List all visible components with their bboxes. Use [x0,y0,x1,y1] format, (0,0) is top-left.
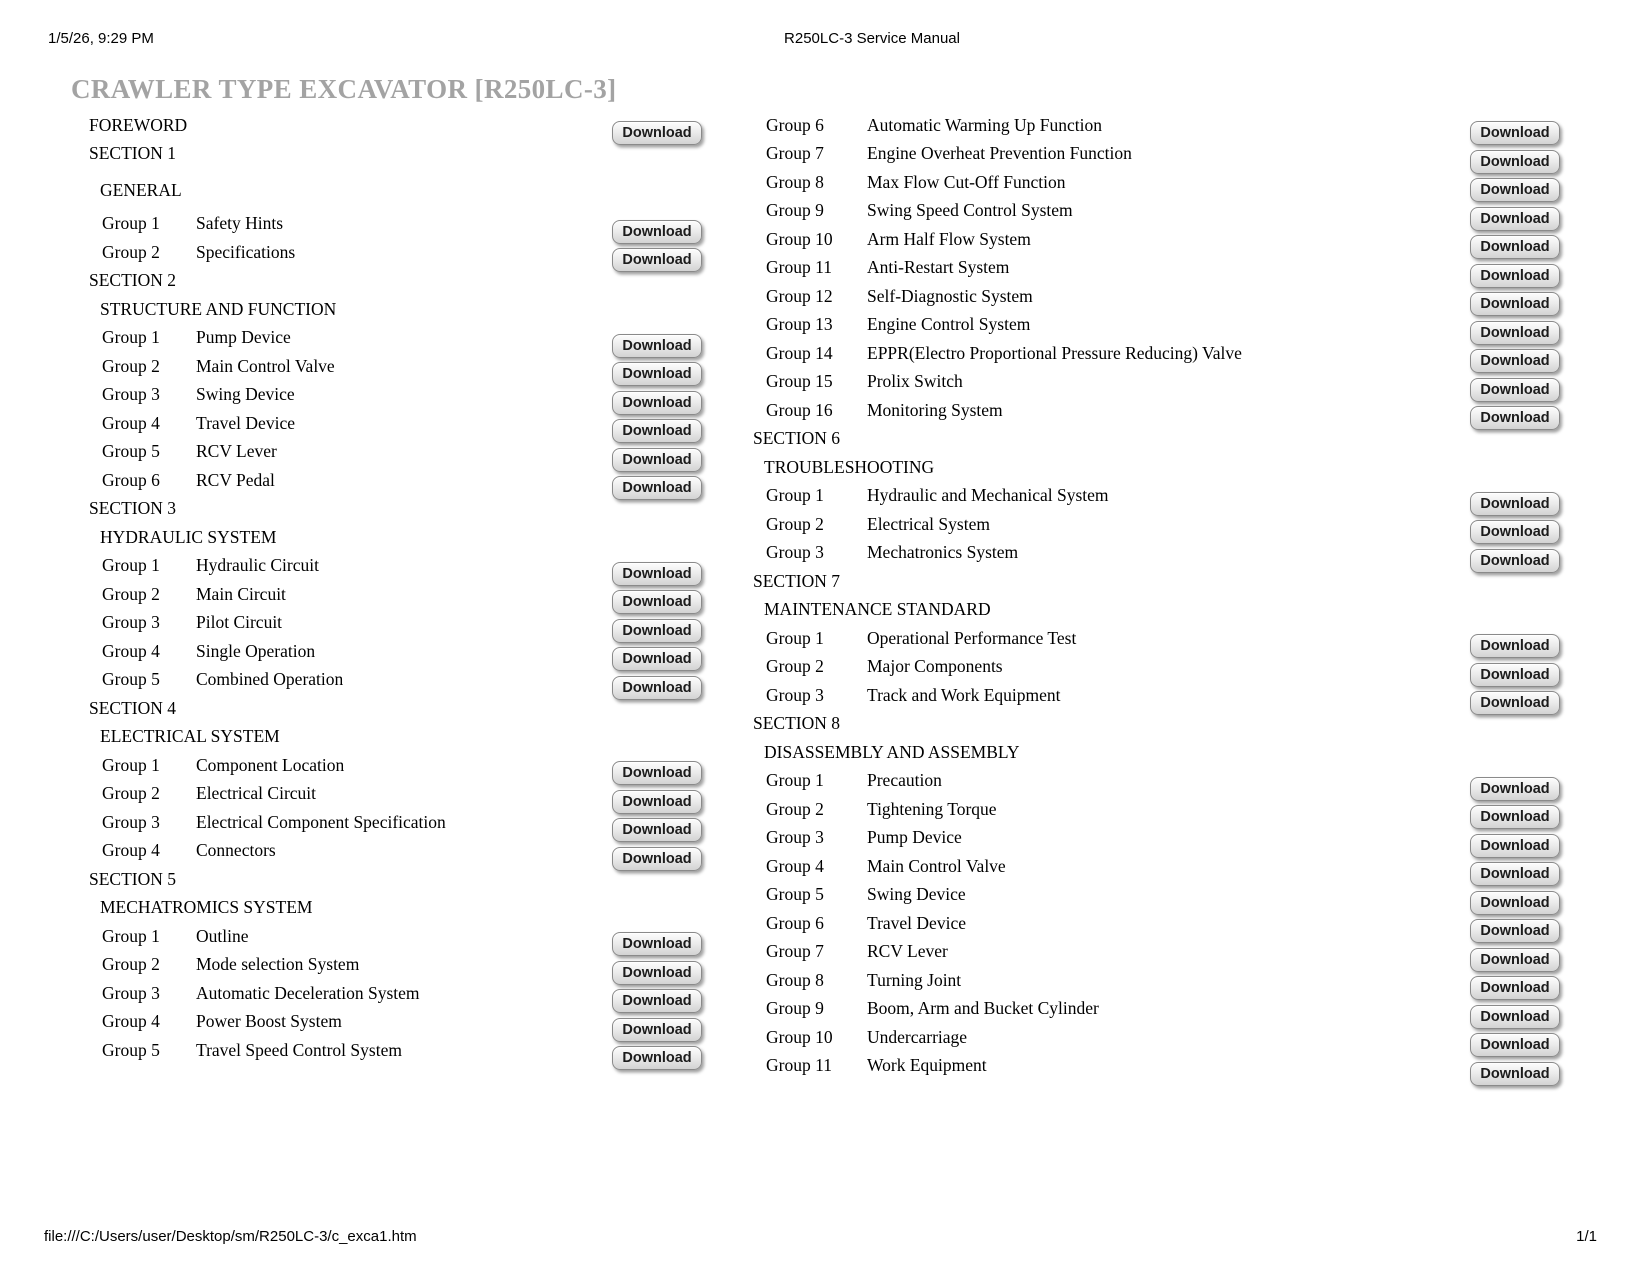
download-button[interactable]: Download [1470,663,1560,687]
group-number-label: Group 2 [102,241,160,262]
toc-row-subsection [753,596,1560,625]
group-number-label: Group 1 [102,925,160,946]
download-button[interactable]: Download [612,1046,702,1070]
group-title: Travel Speed Control System [196,1039,402,1060]
group-title: Component Location [196,754,345,775]
group-title: Specifications [196,241,296,262]
download-button[interactable]: Download [612,647,702,671]
toc-column-left [89,111,702,1065]
download-button[interactable]: Download [612,676,702,700]
download-button[interactable]: Download [1470,634,1560,658]
download-button[interactable]: Download [612,989,702,1013]
download-button[interactable]: Download [1470,121,1560,145]
toc-row-group [89,808,702,837]
download-button[interactable]: Download [612,562,702,586]
section-label: SECTION 8 [753,713,841,733]
toc-row-group [753,225,1560,254]
section-label: SECTION 5 [89,868,177,889]
group-title: Travel Device [196,412,295,433]
toc-row-group [89,979,702,1008]
toc-row-group [89,324,702,353]
toc-row-group [89,381,702,410]
download-button[interactable]: Download [1470,150,1560,174]
download-button[interactable]: Download [1470,292,1560,316]
download-button[interactable]: Download [1470,777,1560,801]
group-number-label: Group 1 [766,627,824,648]
toc-row-group [89,580,702,609]
group-number-label: Group 3 [766,542,824,562]
group-title: Automatic Deceleration System [196,982,420,1003]
group-title: Power Boost System [196,1011,342,1031]
group-number-label: Group 2 [766,798,824,819]
section-label: SECTION 6 [753,428,841,448]
group-title: Main Control Valve [867,855,1006,876]
group-number-label: Group 9 [766,200,824,220]
group-number-label: Group 3 [766,684,824,705]
group-title: Pump Device [196,327,291,347]
download-button[interactable]: Download [1470,178,1560,202]
group-number-label: Group 4 [102,1011,160,1031]
subsection-label: TROUBLESHOOTING [764,456,935,477]
toc-row-group [753,482,1560,511]
download-button[interactable]: Download [1470,805,1560,829]
group-title: Main Circuit [196,583,286,604]
group-title: RCV Lever [196,441,277,461]
group-number-label: Group 2 [766,513,824,534]
group-number-label: Group 6 [102,469,160,490]
download-button[interactable]: Download [1470,691,1560,715]
download-button[interactable]: Download [612,334,702,358]
group-number-label: Group 8 [766,969,824,990]
download-button[interactable]: Download [1470,919,1560,943]
group-title: RCV Lever [867,941,948,961]
download-button[interactable]: Download [612,818,702,842]
toc-row-group [753,852,1560,881]
toc-row-group [89,780,702,809]
group-title: Pump Device [867,827,962,847]
group-title: Precaution [867,770,942,790]
download-button[interactable]: Download [1470,378,1560,402]
group-number-label: Group 16 [766,399,833,420]
group-number-label: Group 8 [766,171,824,192]
download-button[interactable]: Download [1470,834,1560,858]
download-button[interactable]: Download [1470,1033,1560,1057]
toc-row-section [753,567,1560,596]
download-button[interactable]: Download [612,476,702,500]
group-title: Hydraulic Circuit [196,555,319,575]
section-label: SECTION 1 [89,143,177,163]
toc-row-group [89,666,702,695]
toc-row-group [89,352,702,381]
group-number-label: Group 5 [766,884,824,904]
download-button[interactable]: Download [1470,321,1560,345]
group-title: Safety Hints [196,213,284,233]
toc-row-subsection [753,738,1560,767]
toc-row-subsection [89,295,702,324]
group-number-label: Group 14 [766,342,833,363]
toc-row-group [89,210,702,239]
group-title: Mechatronics System [867,542,1019,562]
group-number-label: Group 7 [766,143,824,163]
print-header-datetime: 1/5/26, 9:29 PM [48,30,154,47]
group-title: Electrical Component Specification [196,811,446,832]
toc-row-group [753,795,1560,824]
download-button[interactable]: Download [612,220,702,244]
toc-row-section [753,710,1560,739]
group-title: Single Operation [196,640,316,661]
toc-row-group [753,311,1560,340]
group-title: Electrical Circuit [196,783,317,803]
toc-row-group [753,653,1560,682]
toc-row-subsection [89,894,702,923]
toc-row-subsection [753,453,1560,482]
group-number-label: Group 1 [766,485,824,505]
group-number-label: Group 15 [766,371,833,391]
toc-row-group [89,238,702,267]
group-number-label: Group 9 [766,998,824,1018]
download-button[interactable]: Download [1470,1005,1560,1029]
group-title: Anti-Restart System [867,257,1010,277]
toc-row-group [89,951,702,980]
group-title: Pilot Circuit [196,612,283,632]
download-button[interactable]: Download [1470,1062,1560,1086]
toc-row-group [89,922,702,951]
toc-row-group [753,282,1560,311]
download-button[interactable]: Download [612,362,702,386]
group-number-label: Group 6 [766,912,824,933]
toc-row-group [89,409,702,438]
toc-row-group [753,681,1560,710]
group-number-label: Group 3 [766,827,824,847]
group-title: Outline [196,925,249,946]
group-title: Turning Joint [867,969,962,990]
toc-row-group [89,438,702,467]
group-title: Mode selection System [196,954,360,974]
toc-row-group [753,140,1560,169]
section-label: SECTION 3 [89,498,177,518]
toc-row-subsection [89,723,702,752]
group-title: Tightening Torque [867,798,997,819]
table-of-contents [89,111,1560,1080]
group-number-label: Group 5 [102,441,160,461]
group-number-label: Group 10 [766,1026,833,1047]
toc-row-group [753,510,1560,539]
download-button[interactable]: Download [612,590,702,614]
download-button[interactable]: Download [1470,948,1560,972]
subsection-label: STRUCTURE AND FUNCTION [100,298,337,319]
group-title: Automatic Warming Up Function [867,114,1102,135]
print-footer-page-number: 1/1 [1576,1228,1597,1245]
group-number-label: Group 1 [766,770,824,790]
group-number-label: Group 13 [766,314,833,334]
group-title: Max Flow Cut-Off Function [867,171,1066,192]
download-button[interactable]: Download [612,448,702,472]
group-title: Travel Device [867,912,966,933]
toc-row-group [89,837,702,866]
group-title: Electrical System [867,513,990,534]
download-button[interactable]: Download [612,761,702,785]
group-number-label: Group 3 [102,612,160,632]
toc-row-group [753,539,1560,568]
download-button[interactable]: Download [612,932,702,956]
group-number-label: Group 1 [102,327,160,347]
download-button[interactable]: Download [612,961,702,985]
group-title: Arm Half Flow System [867,228,1031,249]
group-number-label: Group 3 [102,982,160,1003]
group-title: Swing Device [196,384,295,404]
group-title: RCV Pedal [196,469,275,490]
group-number-label: Group 2 [102,355,160,376]
group-title: Main Control Valve [196,355,335,376]
download-button[interactable]: Download [1470,207,1560,231]
download-button[interactable]: Download [612,419,702,443]
group-number-label: Group 6 [766,114,824,135]
section-label: SECTION 7 [753,570,841,591]
toc-row-subsection [89,176,702,205]
group-number-label: Group 2 [102,583,160,604]
toc-row-section [89,267,702,296]
toc-row-group [753,995,1560,1024]
toc-row-group [89,609,702,638]
toc-row-group [753,824,1560,853]
toc-row-section [89,865,702,894]
toc-column-right [753,111,1560,1080]
group-number-label: Group 5 [102,669,160,689]
print-footer-url: file:///C:/Users/user/Desktop/sm/R250LC-3/c_exca1.htm [44,1228,417,1245]
group-title: Major Components [867,656,1003,676]
group-title: Prolix Switch [867,371,963,391]
group-title: Operational Performance Test [867,627,1077,648]
group-number-label: Group 4 [102,640,160,661]
toc-row-group [89,637,702,666]
toc-row-foreword [89,111,702,140]
toc-row-group [753,1023,1560,1052]
subsection-label: GENERAL [100,179,182,200]
group-title: Track and Work Equipment [867,684,1061,705]
toc-row-group [89,1036,702,1065]
group-title: Undercarriage [867,1026,968,1047]
subsection-label: HYDRAULIC SYSTEM [100,526,277,547]
group-title: Combined Operation [196,669,344,689]
group-number-label: Group 3 [102,384,160,404]
download-button[interactable]: Download [1470,264,1560,288]
download-button[interactable]: Download [612,619,702,643]
group-number-label: Group 12 [766,285,833,306]
download-button[interactable]: Download [612,248,702,272]
download-button[interactable]: Download [1470,406,1560,430]
group-number-label: Group 2 [102,783,160,803]
download-button[interactable]: Download [612,790,702,814]
toc-row-group [753,881,1560,910]
group-number-label: Group 11 [766,1055,832,1075]
toc-row-subsection [89,523,702,552]
group-number-label: Group 1 [102,754,160,775]
toc-row-group [753,909,1560,938]
toc-row-group [753,396,1560,425]
print-header-title: R250LC-3 Service Manual [784,30,960,47]
toc-row-group [753,767,1560,796]
download-button[interactable]: Download [612,121,702,145]
group-title: Engine Overheat Prevention Function [867,143,1132,163]
download-button[interactable]: Download [1470,976,1560,1000]
group-number-label: Group 11 [766,257,832,277]
download-button[interactable]: Download [612,847,702,871]
group-title: Swing Speed Control System [867,200,1073,220]
group-number-label: Group 4 [102,840,160,860]
download-button[interactable]: Download [1470,492,1560,516]
toc-row-group [753,111,1560,140]
group-number-label: Group 1 [102,213,160,233]
toc-row-section [753,425,1560,454]
toc-row-group [89,552,702,581]
group-number-label: Group 10 [766,228,833,249]
download-button[interactable]: Download [1470,235,1560,259]
toc-row-group [753,624,1560,653]
group-title: Self-Diagnostic System [867,285,1033,306]
subsection-label: MECHATROMICS SYSTEM [100,897,313,917]
toc-row-group [89,1008,702,1037]
toc-row-section [89,495,702,524]
group-title: Boom, Arm and Bucket Cylinder [867,998,1099,1018]
group-title: Monitoring System [867,399,1003,420]
toc-row-group [89,751,702,780]
download-button[interactable]: Download [612,391,702,415]
download-button[interactable]: Download [1470,862,1560,886]
download-button[interactable]: Download [1470,349,1560,373]
section-label: SECTION 4 [89,697,177,718]
toc-row-group [753,1052,1560,1081]
group-number-label: Group 3 [102,811,160,832]
subsection-label: DISASSEMBLY AND ASSEMBLY [764,741,1020,762]
toc-row-group [753,966,1560,995]
group-title: Swing Device [867,884,966,904]
toc-row-group [753,339,1560,368]
group-title: Connectors [196,840,276,860]
toc-row-section [89,140,702,169]
group-title: EPPR(Electro Proportional Pressure Reducing) Valve [867,342,1242,363]
toc-row-group [753,168,1560,197]
group-title: Work Equipment [867,1055,987,1075]
foreword-label: FOREWORD [89,114,188,135]
download-button[interactable]: Download [1470,891,1560,915]
toc-row-group [753,197,1560,226]
toc-row-group [753,368,1560,397]
group-title: Engine Control System [867,314,1031,334]
subsection-label: MAINTENANCE STANDARD [764,599,991,619]
group-number-label: Group 7 [766,941,824,961]
download-button[interactable]: Download [1470,549,1560,573]
section-label: SECTION 2 [89,270,177,290]
download-button[interactable]: Download [612,1018,702,1042]
group-number-label: Group 4 [102,412,160,433]
subsection-label: ELECTRICAL SYSTEM [100,726,280,746]
group-title: Hydraulic and Mechanical System [867,485,1109,505]
page-title: CRAWLER TYPE EXCAVATOR [R250LC-3] [71,74,617,104]
group-number-label: Group 4 [766,855,824,876]
toc-row-group [89,466,702,495]
group-number-label: Group 2 [766,656,824,676]
toc-row-group [753,938,1560,967]
group-number-label: Group 2 [102,954,160,974]
toc-row-section [89,694,702,723]
group-number-label: Group 1 [102,555,160,575]
download-button[interactable]: Download [1470,520,1560,544]
group-number-label: Group 5 [102,1039,160,1060]
toc-row-group [753,254,1560,283]
